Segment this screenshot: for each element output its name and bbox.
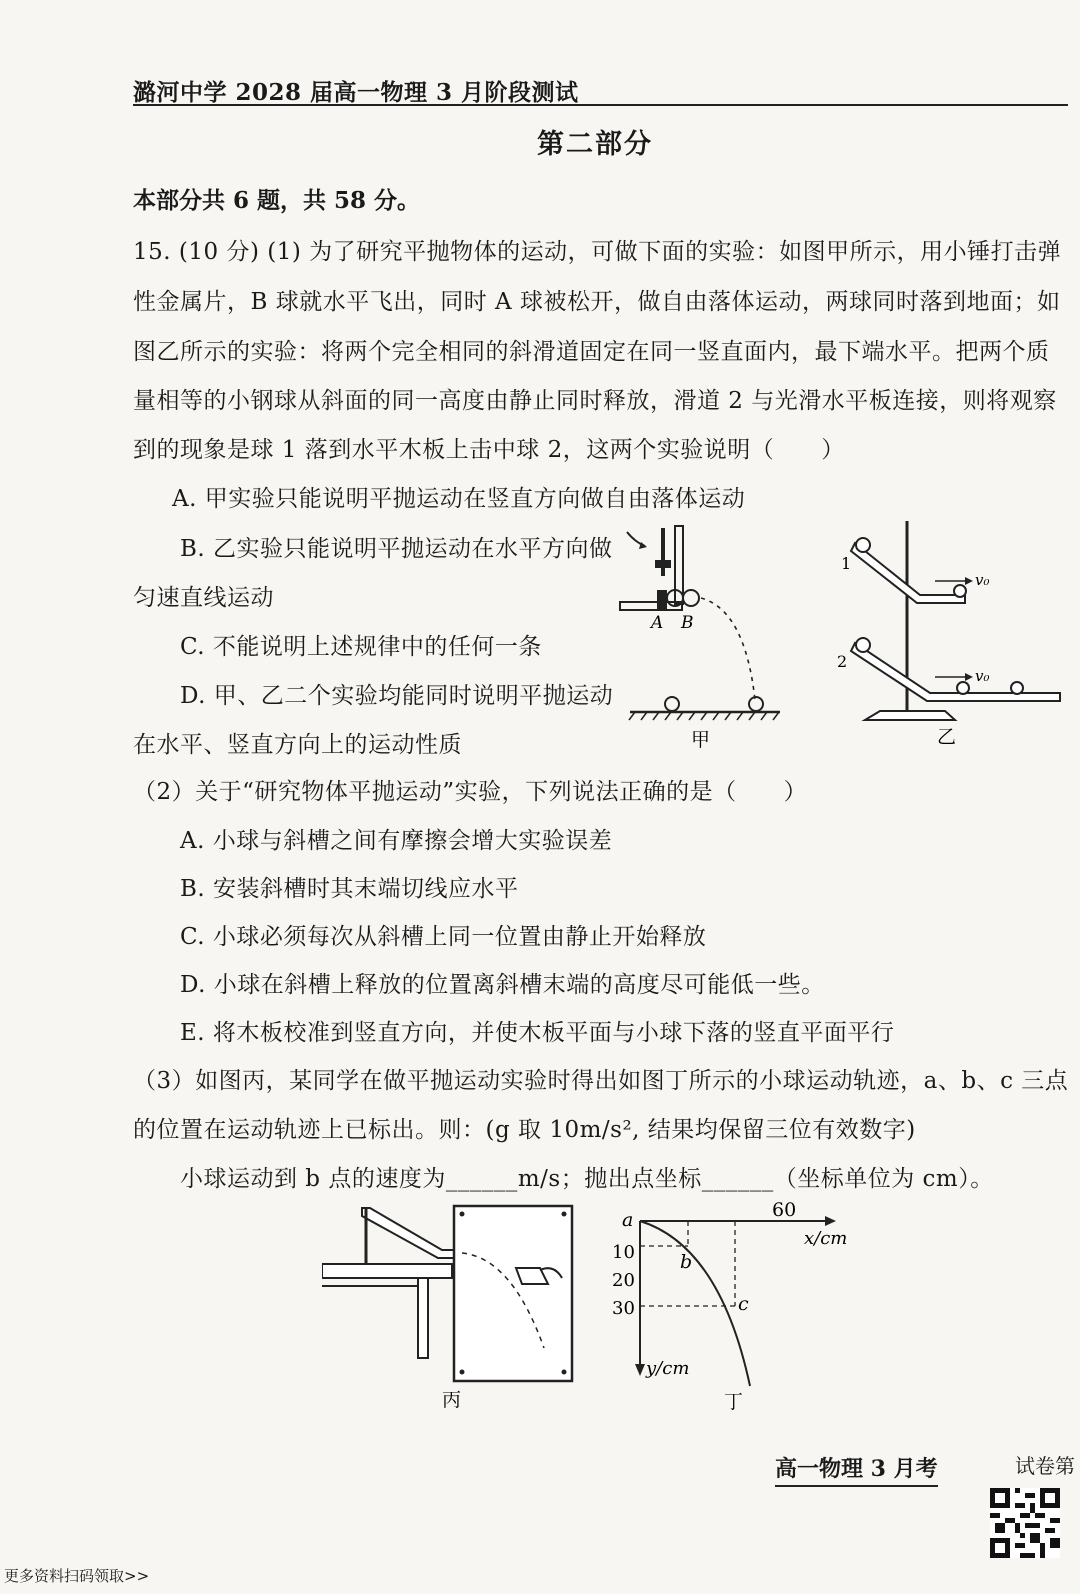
q15-stem-line-4: 量相等的小钢球从斜面的同一高度由静止同时释放，滑道 2 与光滑水平板连接，则将观察: [133, 388, 1057, 414]
q15-p2-option-c: C. 小球必须每次从斜槽上同一位置由静止开始释放: [180, 924, 707, 950]
chute: [362, 1208, 462, 1258]
ball-b-ground: [749, 697, 763, 711]
section-intro: 本部分共 6 题，共 58 分。: [133, 187, 421, 214]
x-axis-label: x/cm: [804, 1228, 848, 1249]
ball-1-end: [954, 585, 966, 597]
figure-yi-caption: 乙: [937, 726, 957, 748]
ball-2-mid: [957, 682, 969, 694]
section-title: 第二部分: [537, 129, 653, 160]
footer-more-link[interactable]: 更多资料扫码领取>>: [4, 1567, 150, 1585]
x-tick-60: 60: [772, 1199, 797, 1221]
label-1: 1: [841, 554, 852, 573]
y-tick-20: 20: [612, 1270, 635, 1291]
chute-2: [851, 643, 1060, 701]
table-top: [322, 1264, 452, 1278]
figure-bing-caption: 丙: [442, 1389, 462, 1411]
q15-p1-option-d: D. 甲、乙二个实验均能同时说明平抛运动: [180, 683, 614, 709]
q15-p2-option-d: D. 小球在斜槽上释放的位置离斜槽末端的高度尽可能低一些。: [180, 972, 825, 998]
ball-2-top: [856, 638, 870, 652]
label-a: A: [651, 613, 664, 633]
label-v0-top: v₀: [975, 571, 990, 589]
board-pin: [562, 1370, 567, 1375]
q15-p2-option-b: B. 安装斜槽时其末端切线应水平: [180, 876, 519, 902]
ball-b: [683, 590, 699, 606]
point-b: b: [680, 1251, 693, 1273]
point-c: c: [738, 1293, 749, 1315]
qr-code-icon[interactable]: [990, 1488, 1060, 1558]
figure-ding-caption: 丁: [724, 1391, 744, 1413]
q15-p2-option-e: E. 将木板校准到竖直方向，并使木板平面与小球下落的竖直平面平行: [180, 1020, 895, 1046]
q15-stem-line-5: 到的现象是球 1 落到水平木板上击中球 2，这两个实验说明（ ）: [133, 437, 845, 463]
board-pin: [460, 1370, 465, 1375]
point-a: a: [622, 1209, 634, 1231]
q15-stem-line-2: 性金属片，B 球就水平飞出，同时 A 球被松开，做自由落体运动，两球同时落到地面；如: [133, 289, 1061, 315]
arrow-v0-top-head: [965, 577, 973, 585]
figure-yi: [835, 515, 1065, 755]
figure-ding: [600, 1196, 860, 1421]
q15-p3-line-2: 的位置在运动轨迹上已标出。则：(g 取 10m/s², 结果均保留三位有效数字): [133, 1117, 916, 1143]
metal-sheet: [657, 590, 667, 610]
q15-p2-option-a: A. 小球与斜槽之间有摩擦会增大实验误差: [180, 828, 613, 854]
ball-a-ground: [665, 697, 679, 711]
q15-p3-line-1: （3）如图丙，某同学在做平抛运动实验时得出如图丁所示的小球运动轨迹，a、b、c 三点: [133, 1068, 1069, 1094]
stand-base: [865, 711, 955, 720]
y-axis-label: y/cm: [646, 1358, 690, 1379]
y-tick-30: 30: [612, 1298, 635, 1319]
board-pin: [460, 1212, 465, 1217]
exam-header-title: 潞河中学 2028 届高一物理 3 月阶段测试: [133, 79, 579, 106]
ball-1-top: [856, 538, 870, 552]
q15-p3-line-3: 小球运动到 b 点的速度为______m/s；抛出点坐标______（坐标单位为 cm）。: [180, 1166, 994, 1192]
table-leg: [418, 1278, 428, 1358]
q15-p1-option-b-cont: 匀速直线运动: [133, 585, 274, 611]
header-divider: [133, 104, 1068, 106]
q15-p2-stem: （2）关于“研究物体平抛运动”实验，下列说法正确的是（ ）: [133, 779, 808, 805]
figure-jia-caption: 甲: [691, 729, 711, 751]
label-v0-bottom: v₀: [975, 667, 990, 685]
footer-title: 高一物理 3 月考: [775, 1452, 938, 1487]
figure-jia: [615, 520, 790, 755]
figure-bing: [322, 1198, 582, 1418]
q15-p1-option-c: C. 不能说明上述规律中的任何一条: [180, 634, 542, 660]
label-2: 2: [837, 652, 848, 671]
y-tick-10: 10: [612, 1242, 635, 1263]
q15-p1-option-a: A. 甲实验只能说明平抛运动在竖直方向做自由落体运动: [172, 486, 746, 512]
hammer-head: [655, 560, 671, 568]
x-axis-arrow: [825, 1216, 836, 1226]
q15-p1-option-d-cont: 在水平、竖直方向上的运动性质: [133, 732, 462, 758]
trajectory-b: [701, 598, 755, 700]
q15-p1-option-b: B. 乙实验只能说明平抛运动在水平方向做: [180, 536, 613, 562]
y-axis-arrow: [635, 1364, 645, 1376]
board-pin: [562, 1212, 567, 1217]
arrow-v0-bottom-head: [965, 673, 973, 681]
hammer-handle: [661, 528, 665, 576]
label-b: B: [681, 613, 694, 633]
board: [454, 1206, 572, 1381]
q15-stem-line-1: 15. (10 分) (1) 为了研究平抛物体的运动，可做下面的实验：如图甲所示，用小锤打击弹: [133, 239, 1062, 265]
ball-2-end: [1011, 682, 1023, 694]
q15-stem-line-3: 图乙所示的实验：将两个完全相同的斜滑道固定在同一竖直面内，最下端水平。把两个质: [133, 339, 1050, 365]
footer-page-label: 试卷第: [1015, 1454, 1075, 1478]
